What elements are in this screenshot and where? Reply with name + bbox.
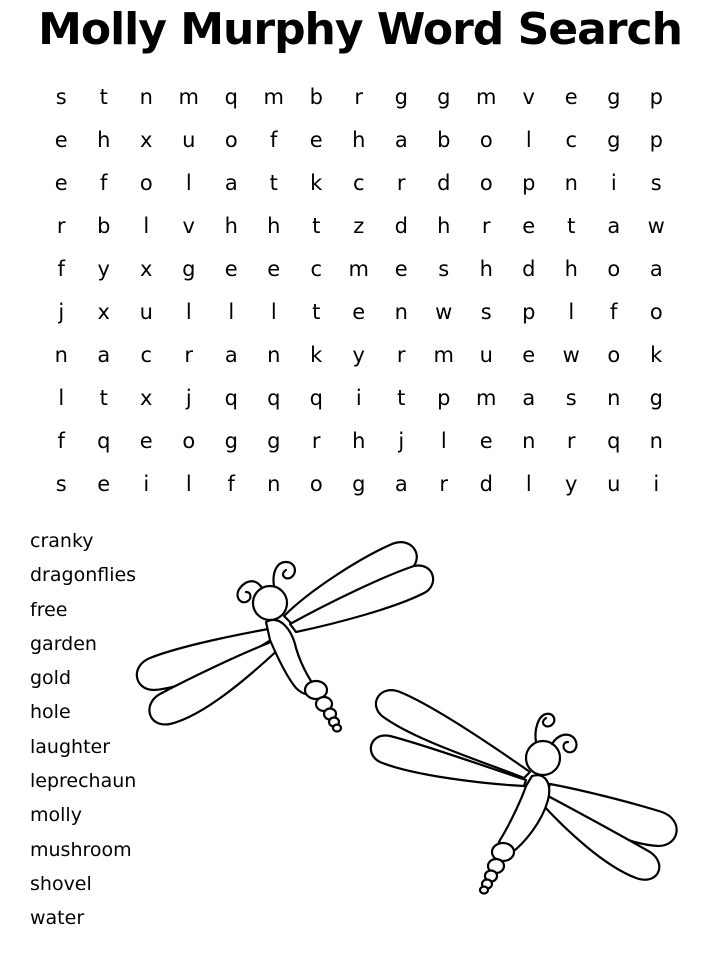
grid-letter: e — [522, 343, 536, 367]
word-list-item: laughter — [30, 735, 111, 758]
grid-row — [40, 291, 678, 334]
grid-letter: a — [607, 214, 621, 238]
grid-letter: b — [437, 128, 451, 152]
word-list-item: molly — [30, 804, 82, 827]
grid-letter: c — [310, 257, 323, 281]
grid-letter: h — [479, 257, 493, 281]
grid-letter: h — [437, 214, 451, 238]
grid-letter: q — [97, 429, 111, 453]
grid-letter: t — [567, 214, 576, 238]
grid-letter: e — [352, 300, 366, 324]
grid-row — [40, 463, 678, 506]
grid-row — [40, 119, 678, 162]
grid-row — [40, 334, 678, 377]
grid-letter: h — [224, 214, 238, 238]
grid-letter: x — [140, 257, 153, 281]
grid-letter: u — [139, 300, 153, 324]
grid-letter: n — [267, 343, 281, 367]
grid-letter: s — [438, 257, 450, 281]
grid-letter: h — [352, 429, 366, 453]
dragonfly-icon — [360, 680, 690, 900]
grid-letter: s — [650, 171, 662, 195]
grid-letter: b — [309, 85, 323, 109]
grid-letter: r — [566, 429, 576, 453]
grid-letter: l — [568, 300, 575, 324]
grid-letter: x — [140, 128, 153, 152]
grid-letter: f — [270, 128, 278, 152]
grid-letter: p — [522, 171, 536, 195]
grid-letter: d — [479, 472, 493, 496]
grid-letter: f — [57, 429, 65, 453]
grid-letter: o — [182, 429, 196, 453]
grid-letter: q — [607, 429, 621, 453]
grid-letter: l — [525, 128, 532, 152]
grid-letter: a — [649, 257, 663, 281]
grid-letter: r — [56, 214, 66, 238]
grid-letter: l — [185, 300, 192, 324]
word-list-item: cranky — [30, 530, 94, 552]
word-list-item: dragonflies — [30, 564, 137, 587]
grid-letter: c — [140, 343, 153, 367]
grid-letter: g — [649, 386, 663, 410]
grid-letter: v — [182, 214, 195, 238]
grid-letter: i — [610, 171, 617, 195]
grid-letter: l — [185, 171, 192, 195]
grid-letter: h — [97, 128, 111, 152]
grid-letter: y — [352, 343, 365, 367]
grid-letter: e — [309, 128, 323, 152]
word-list-item: mushroom — [30, 838, 132, 861]
grid-letter: g — [267, 429, 281, 453]
grid-letter: p — [649, 85, 663, 109]
grid-letter: z — [353, 214, 365, 238]
grid-letter: r — [439, 472, 449, 496]
grid-letter: n — [522, 429, 536, 453]
grid-letter: c — [352, 171, 365, 195]
grid-letter: o — [224, 128, 238, 152]
grid-letter: o — [479, 171, 493, 195]
grid-letter: s — [565, 386, 577, 410]
letter-grid — [40, 76, 678, 506]
grid-letter: w — [647, 214, 665, 238]
grid-row — [40, 76, 678, 119]
grid-letter: q — [224, 386, 238, 410]
grid-letter: m — [476, 85, 497, 109]
grid-letter: n — [394, 300, 408, 324]
grid-letter: u — [182, 128, 196, 152]
grid-letter: h — [352, 128, 366, 152]
grid-letter: r — [396, 343, 406, 367]
grid-letter: g — [437, 85, 451, 109]
grid-letter: s — [55, 472, 67, 496]
grid-letter: l — [228, 300, 235, 324]
grid-letter: m — [263, 85, 284, 109]
grid-letter: d — [394, 214, 408, 238]
grid-letter: r — [396, 171, 406, 195]
grid-letter: t — [99, 386, 108, 410]
grid-letter: i — [653, 472, 660, 496]
grid-row — [40, 162, 678, 205]
grid-letter: h — [267, 214, 281, 238]
grid-letter: m — [476, 386, 497, 410]
grid-letter: q — [267, 386, 281, 410]
grid-letter: i — [355, 386, 362, 410]
grid-letter: o — [607, 343, 621, 367]
grid-letter: b — [97, 214, 111, 238]
word-list-item: gold — [30, 667, 72, 690]
grid-row — [40, 420, 678, 463]
grid-letter: a — [97, 343, 111, 367]
grid-letter: p — [522, 300, 536, 324]
grid-letter: t — [397, 386, 406, 410]
grid-letter: j — [398, 429, 405, 453]
grid-letter: g — [394, 85, 408, 109]
grid-letter: g — [224, 429, 238, 453]
grid-letter: a — [394, 472, 408, 496]
grid-letter: l — [143, 214, 150, 238]
grid-letter: e — [97, 472, 111, 496]
grid-letter: m — [348, 257, 369, 281]
grid-letter: f — [227, 472, 235, 496]
grid-letter: r — [184, 343, 194, 367]
grid-letter: e — [224, 257, 238, 281]
grid-letter: k — [310, 171, 323, 195]
grid-letter: t — [269, 171, 278, 195]
grid-letter: l — [270, 300, 277, 324]
grid-letter: l — [58, 386, 65, 410]
grid-letter: c — [565, 128, 578, 152]
grid-letter: a — [394, 128, 408, 152]
grid-letter: o — [479, 128, 493, 152]
word-list-item: garden — [30, 632, 97, 655]
grid-letter: o — [607, 257, 621, 281]
grid-letter: w — [562, 343, 580, 367]
grid-letter: l — [525, 472, 532, 496]
grid-letter: f — [610, 300, 618, 324]
grid-letter: v — [522, 85, 535, 109]
grid-letter: e — [479, 429, 493, 453]
grid-letter: y — [565, 472, 578, 496]
grid-letter: f — [57, 257, 65, 281]
grid-row — [40, 248, 678, 291]
grid-letter: q — [309, 386, 323, 410]
grid-row — [40, 205, 678, 248]
grid-letter: p — [437, 386, 451, 410]
grid-letter: n — [649, 429, 663, 453]
grid-letter: r — [354, 85, 364, 109]
grid-letter: u — [479, 343, 493, 367]
grid-letter: j — [185, 386, 192, 410]
grid-letter: j — [58, 300, 65, 324]
word-list-item: shovel — [30, 872, 92, 895]
grid-letter: n — [564, 171, 578, 195]
grid-letter: e — [564, 85, 578, 109]
grid-letter: t — [312, 300, 321, 324]
grid-letter: p — [649, 128, 663, 152]
word-list-item: hole — [30, 701, 71, 724]
grid-letter: r — [311, 429, 321, 453]
grid-letter: w — [435, 300, 453, 324]
grid-letter: q — [224, 85, 238, 109]
grid-letter: a — [224, 171, 238, 195]
word-list-item: water — [30, 907, 85, 930]
grid-letter: n — [607, 386, 621, 410]
grid-letter: a — [224, 343, 238, 367]
grid-letter: u — [607, 472, 621, 496]
grid-letter: x — [97, 300, 110, 324]
grid-letter: n — [267, 472, 281, 496]
grid-letter: t — [99, 85, 108, 109]
grid-letter: n — [54, 343, 68, 367]
grid-letter: m — [178, 85, 199, 109]
grid-letter: t — [312, 214, 321, 238]
grid-letter: e — [139, 429, 153, 453]
grid-letter: h — [564, 257, 578, 281]
grid-letter: e — [54, 171, 68, 195]
grid-letter: k — [650, 343, 663, 367]
grid-letter: g — [607, 128, 621, 152]
grid-letter: n — [139, 85, 153, 109]
grid-letter: r — [481, 214, 491, 238]
grid-letter: m — [433, 343, 454, 367]
word-list-item: leprechaun — [30, 770, 137, 793]
grid-letter: i — [143, 472, 150, 496]
word-list-item: free — [30, 598, 68, 621]
grid-letter: k — [310, 343, 323, 367]
grid-letter: s — [55, 85, 67, 109]
grid-letter: a — [522, 386, 536, 410]
grid-letter: g — [182, 257, 196, 281]
grid-letter: e — [54, 128, 68, 152]
grid-letter: o — [649, 300, 663, 324]
grid-letter: l — [185, 472, 192, 496]
grid-row — [40, 377, 678, 420]
grid-letter: d — [437, 171, 451, 195]
grid-letter: o — [309, 472, 323, 496]
grid-letter: e — [267, 257, 281, 281]
grid-letter: e — [522, 214, 536, 238]
grid-letter: s — [480, 300, 492, 324]
page-title: Molly Murphy Word Search — [38, 4, 682, 55]
grid-letter: o — [139, 171, 153, 195]
grid-letter: l — [440, 429, 447, 453]
grid-letter: d — [522, 257, 536, 281]
grid-letter: x — [140, 386, 153, 410]
grid-letter: g — [352, 472, 366, 496]
grid-letter: y — [97, 257, 110, 281]
grid-letter: g — [607, 85, 621, 109]
grid-letter: e — [394, 257, 408, 281]
grid-letter: f — [100, 171, 108, 195]
